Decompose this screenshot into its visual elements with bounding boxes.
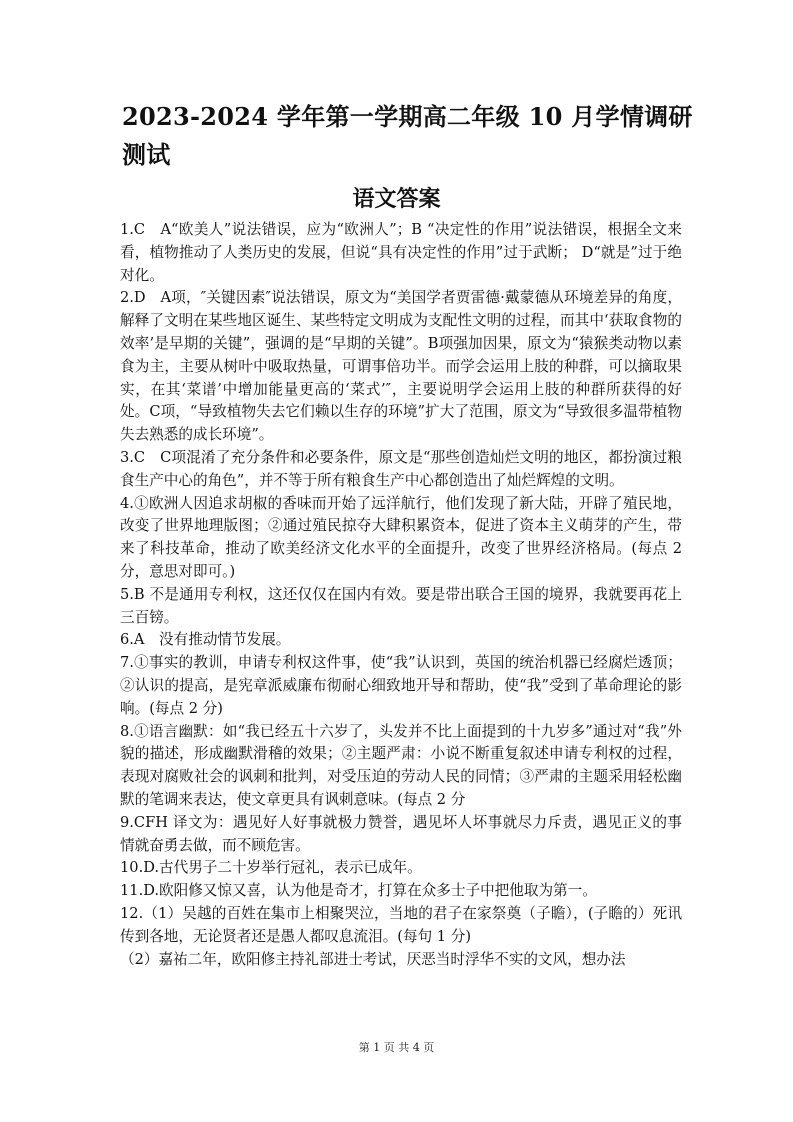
answer-paragraph-6: 6.A 没有推动情节发展。 <box>120 631 291 649</box>
page-title: 2023-2024 学年第一学期高二年级 10 月学情调研测试 <box>122 102 693 169</box>
answer-paragraph-12: 12.（1）吴越的百姓在集市上相聚哭泣，当地的君子在家祭奠（子瞻），(子瞻的）死讯传到各地，无论贤者还是愚人都叹息流泪。(每句 1 分) <box>120 904 682 945</box>
answer-body <box>120 219 682 971</box>
answer-paragraph-11: 11.D.欧阳修又惊又喜，认为他是奇才，打算在众多士子中把他取为第一。 <box>120 882 597 900</box>
answer-paragraph-4: 4.①欧洲人因追求胡椒的香味而开始了远洋航行，他们发现了新大陆，开辟了殖民地，改变了世界地理版图；②通过殖民掠夺大肆积累资本，促进了资本主义萌芽的产生，带来了科技革命，推动了欧美经济文化水平的全面提升，改变了世界经济格局。(每点 2 分，意思对即可。) <box>120 494 682 580</box>
answer-paragraph-2: 2.D A项，″关键因素″说法错误，原文为“美国学者贾雷德·戴蒙德从环境差异的角度，解释了文明在某些地区诞生、某些特定文明成为支配性文明的过程，而其中‘获取食物的效率’是早期的关键”，强调的是“早期的关键”。B项强加因果，原文为“猿猴类动物以素食为主，主要从树叶中吸取热量，可谓事倍功半。而学会运用上肢的种群，可以摘取果实，在其‘菜谱’中增加能量更高的‘菜式’″，主要说明学会运用上肢的种群所获得的好处。C项，“导致植物失去它们赖以生存的环境”扩大了范围，原文为“导致很多温带植物失去熟悉的成长环境”。 <box>120 289 682 444</box>
page-footer: 第 1 页 共 4 页 <box>358 1041 435 1054</box>
answer-paragraph-7: 7.①事实的教训，申请专利权这件事，使“我”认识到，英国的统治机器已经腐烂透顶；②认识的提高，是宪章派威廉布彻耐心细致地开导和帮助，使“我”受到了革命理论的影响。(每点 2 分) <box>120 654 682 717</box>
answer-paragraph-5: 5.B 不是通用专利权，这还仅仅在国内有效。要是带出联合王国的境界，我就要再花上三百镑。 <box>120 585 682 626</box>
page-subtitle: 语文答案 <box>352 186 441 212</box>
answer-paragraph-1: 1.C A“欧美人”说法错误，应为“欧洲人”；B “决定性的作用”说法错误，根据全文来看，植物推动了人类历史的发展，但说“具有决定性的作用”过于武断； D“就是”过于绝对化。 <box>120 221 682 284</box>
answer-paragraph-3: 3.C C项混淆了充分条件和必要条件，原文是“那些创造灿烂文明的地区，都扮演过粮食生产中心的角色”，并不等于所有粮食生产中心都创造出了灿烂辉煌的文明。 <box>120 448 682 489</box>
answer-paragraph-12-2: （2）嘉祐二年，欧阳修主持礼部进士考试，厌恶当时浮华不实的文风，想办法 <box>120 950 626 968</box>
answer-paragraph-9: 9.CFH 译文为：遇见好人好事就极力赞誉，遇见坏人坏事就尽力斥责，遇见正义的事情就奋勇去做，而不顾危害。 <box>120 813 682 854</box>
answer-paragraph-10: 10.D.古代男子二十岁举行冠礼，表示已成年。 <box>120 859 422 877</box>
answer-paragraph-8: 8.①语言幽默：如“我已经五十六岁了，头发并不比上面提到的十九岁多”通过对“我”外貌的描述，形成幽默滑稽的效果；②主题严肃：小说不断重复叙述申请专利权的过程，表现对腐败社会的讽刺和批判，对受压迫的劳动人民的同情；③严肃的主题采用轻松幽默的笔调来表达，使文章更具有讽刺意味。(每点 2 分 <box>120 722 682 808</box>
